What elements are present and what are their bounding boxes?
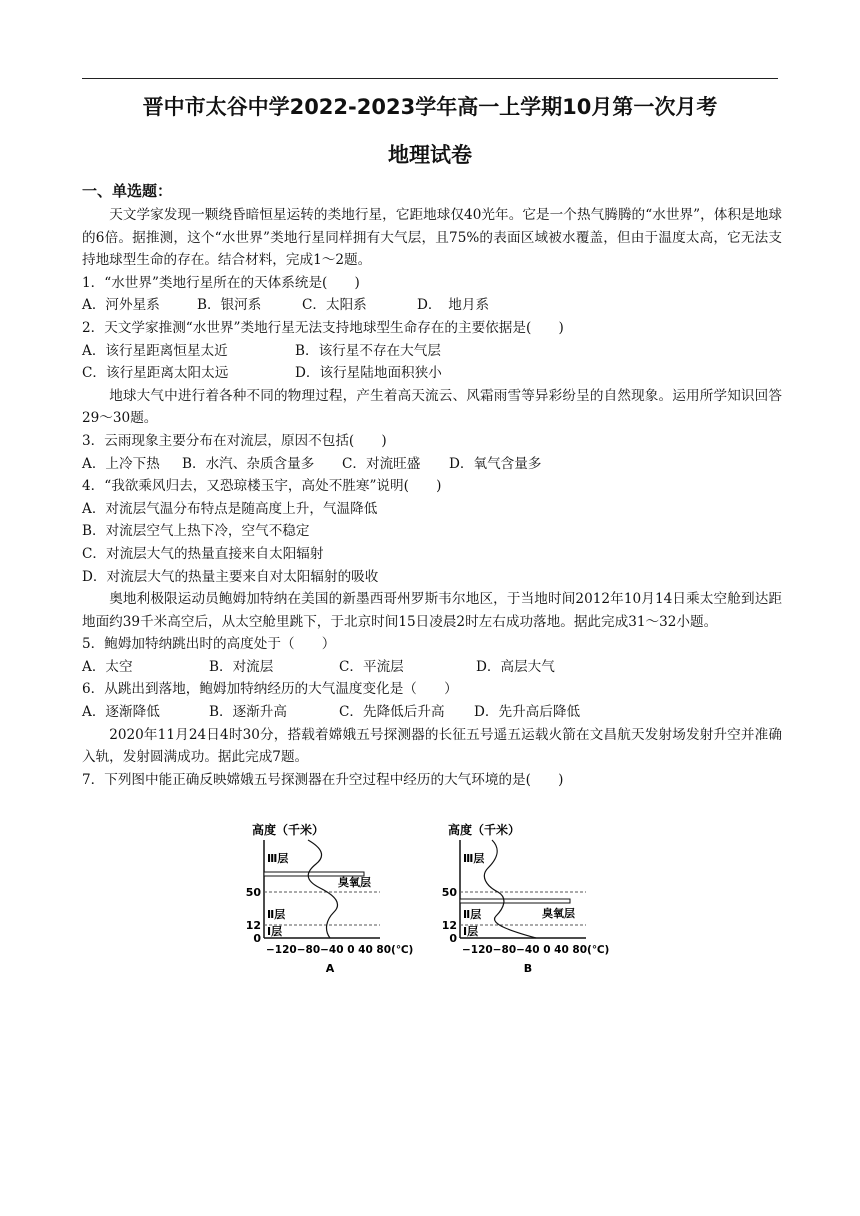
layer-label: Ⅱ层 [267,908,286,921]
option: B．对流层 [209,658,274,675]
passage-4: 2020年11月24日4时30分，搭载着嫦娥五号探测器的长征五号遥五运载火箭在文昌航天发射场发射升空并准确入轨，发射圆满成功。据此完成7题。 [82,726,782,766]
layer-label: Ⅰ层 [463,925,479,938]
header-rule [82,78,778,79]
question-1-options [82,294,782,317]
option: B．对流层空气上热下冷，空气不稳定 [82,523,310,540]
question-2-stem: 2．天文学家推测“水世界”类地行星无法支持地球型生命存在的主要依据是( ) [82,319,564,336]
option: A．对流层气温分布特点是随高度上升，气温降低 [82,500,378,517]
layer-label: Ⅱ层 [463,908,482,921]
x-tick-labels: −120−80−40 0 40 80(℃) [462,944,610,956]
option: C．对流层大气的热量直接来自太阳辐射 [82,545,324,562]
question-3-options [82,453,782,476]
figure-b [442,822,610,975]
layer-label: Ⅰ层 [267,925,283,938]
question-4-stem: 4．“我欲乘风归去，又恐琼楼玉宇，高处不胜寒”说明( ) [82,478,442,495]
y-axis-label: 高度（千米） [252,823,325,837]
option: A．逐渐降低 [82,704,160,721]
question-2-options-row1 [82,340,782,363]
option: D．该行星陆地面积狭小 [295,365,442,382]
option: D．先升高后降低 [474,704,581,721]
ozone-label: 臭氧层 [338,876,371,889]
option: D．氧气含量多 [449,455,542,472]
option: A．太空 [82,658,133,675]
option: B．水汽、杂质含量多 [182,455,315,472]
exam-title: 晋中市太谷中学2022-2023学年高一上学期10月第一次月考 [142,95,718,119]
option: B．银河系 [197,297,262,314]
layer-label: Ⅲ层 [267,852,289,865]
x-tick-labels: −120−80−40 0 40 80(℃) [266,944,414,956]
atmosphere-figures [230,820,630,980]
option: A．上冷下热 [82,455,160,472]
passage-2: 地球大气中进行着各种不同的物理过程，产生着高天流云、风霜雨雪等异彩纷呈的自然现象。运用所学知识回答29～30题。 [82,387,782,427]
ozone-layer [460,899,570,903]
question-6-stem: 6．从跳出到落地，鲍姆加特纳经历的大气温度变化是（ ） [82,681,458,698]
y-tick: 0 [253,932,261,945]
temperature-curve [308,840,338,938]
y-axis-label: 高度（千米） [448,823,521,837]
temperature-curve [484,840,536,938]
option: B．该行星不存在大气层 [295,342,441,359]
question-3-stem: 3．云雨现象主要分布在对流层，原因不包括( ) [82,432,387,449]
figure-caption: A [325,962,335,975]
exam-body [82,204,782,791]
figure-caption: B [523,962,533,975]
passage-3: 奥地利极限运动员鲍姆加特纳在美国的新墨西哥州罗斯韦尔地区，于当地时间2012年10月14日乘太空舱到达距地面约39千米高空后，从太空舱里跳下，于北京时间15日凌晨2时左右成功落地。据此完成31～32小题。 [82,591,782,630]
question-6-options [82,701,782,724]
question-2-options-row2 [82,362,782,385]
y-tick: 12 [441,919,457,932]
figure-a [246,822,414,975]
exam-subject: 地理试卷 [388,143,472,167]
y-tick: 12 [245,919,261,932]
ozone-label: 臭氧层 [542,907,575,920]
option: C．太阳系 [302,297,367,314]
option: C．先降低后升高 [339,704,445,721]
y-tick: 50 [245,886,261,899]
option: C．平流层 [339,658,404,675]
y-tick: 50 [441,886,457,899]
option: B．逐渐升高 [209,704,287,721]
option: A．河外星系 [82,297,160,314]
option: D． 地月系 [417,297,490,314]
question-5-stem: 5．鲍姆加特纳跳出时的高度处于（ ） [82,636,336,653]
section-heading: 一、单选题： [82,182,173,200]
option: D．高层大气 [476,658,555,675]
y-tick: 0 [449,932,457,945]
question-5-options [82,656,782,679]
option: C．对流旺盛 [342,455,421,472]
option: A．该行星距离恒星太近 [82,342,228,359]
question-7-stem: 7．下列图中能正确反映嫦娥五号探测器在升空过程中经历的大气环境的是( ) [82,771,564,788]
option: C．该行星距离太阳太远 [82,365,229,382]
question-1-stem: 1．“水世界”类地行星所在的天体系统是( ) [82,274,360,291]
passage-1: 天文学家发现一颗绕昏暗恒星运转的类地行星，它距地球仅40光年。它是一个热气腾腾的“水世界”，体积是地球的6倍。据推测，这个“水世界”类地行星同样拥有大气层，且75%的表面区域被水覆盖，但由于温度太高，它无法支持地球型生命的存在。结合材料，完成1～2题。 [82,207,782,269]
option: D．对流层大气的热量主要来自对太阳辐射的吸收 [82,568,379,585]
layer-label: Ⅲ层 [463,852,485,865]
